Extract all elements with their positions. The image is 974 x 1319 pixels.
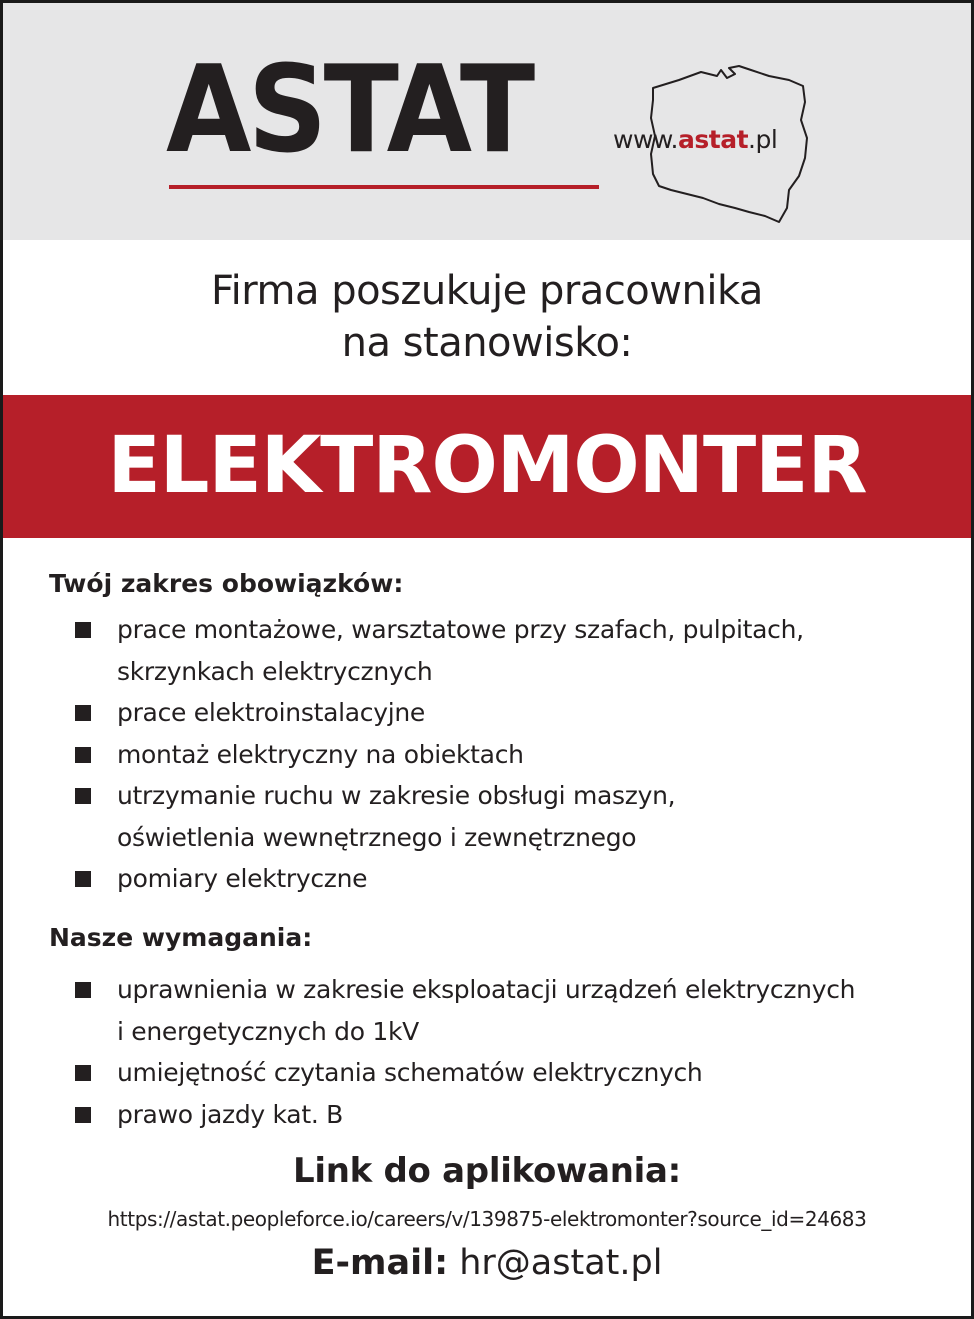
website-prefix: www.: [613, 125, 678, 154]
website-suffix: .pl: [748, 125, 778, 154]
list-item-line: montaż elektryczny na obiektach: [117, 739, 524, 769]
header-band: [3, 3, 971, 240]
logo-underline: [169, 185, 599, 189]
email-line: [3, 1243, 971, 1283]
list-item: [73, 734, 953, 776]
bullet-square-icon: [75, 705, 91, 721]
list-item-line: uprawnienia w zakresie eksploatacji urządzeń elektrycznych: [117, 975, 856, 1004]
list-item: [73, 1094, 953, 1136]
bullet-square-icon: [75, 982, 91, 998]
position-title: ELEKTROMONTER: [107, 421, 867, 511]
website-domain: astat: [678, 125, 749, 154]
bullet-square-icon: [75, 788, 91, 804]
list-item: [73, 1052, 953, 1094]
list-item-line: utrzymanie ruchu w zakresie obsługi maszyn,: [117, 781, 676, 810]
list-item-line: pomiary elektryczne: [117, 864, 368, 893]
intro-line-1: Firma poszukuje pracownika: [211, 268, 763, 314]
list-item-line: i energetycznych do 1kV: [117, 1016, 419, 1046]
requirements-heading: Nasze wymagania:: [49, 923, 313, 952]
apply-link[interactable]: https://astat.peopleforce.io/careers/v/139875-elektromonter?source_id=24683: [107, 1207, 867, 1231]
list-item: [73, 692, 953, 734]
list-item: [73, 858, 953, 900]
company-logo: ASTAT: [166, 41, 532, 180]
list-item-line: umiejętność czytania schematów elektrycznych: [117, 1058, 703, 1087]
intro-text: [3, 265, 971, 369]
list-item-line: prace montażowe, warsztatowe przy szafach, pulpitach,: [117, 615, 804, 644]
bullet-square-icon: [75, 747, 91, 763]
bullet-square-icon: [75, 1107, 91, 1123]
email-address[interactable]: hr@astat.pl: [459, 1243, 663, 1283]
bullet-square-icon: [75, 871, 91, 887]
apply-heading: Link do aplikowania:: [293, 1151, 681, 1191]
bullet-square-icon: [75, 622, 91, 638]
intro-line-2: na stanowisko:: [341, 320, 633, 366]
list-item-line: prace elektroinstalacyjne: [117, 698, 425, 727]
email-label: E-mail:: [311, 1243, 449, 1283]
list-item: [73, 609, 953, 692]
bullet-square-icon: [75, 1065, 91, 1081]
company-website[interactable]: [613, 125, 777, 154]
list-item: [73, 969, 953, 1052]
position-banner: [3, 395, 971, 538]
list-item: [73, 775, 953, 858]
duties-list: [73, 609, 953, 900]
list-item-line: skrzynkach elektrycznych: [117, 656, 433, 686]
duties-heading: Twój zakres obowiązków:: [49, 569, 404, 598]
requirements-list: [73, 969, 953, 1135]
list-item-line: prawo jazdy kat. B: [117, 1099, 343, 1129]
list-item-line: oświetlenia wewnętrznego i zewnętrznego: [117, 822, 637, 852]
